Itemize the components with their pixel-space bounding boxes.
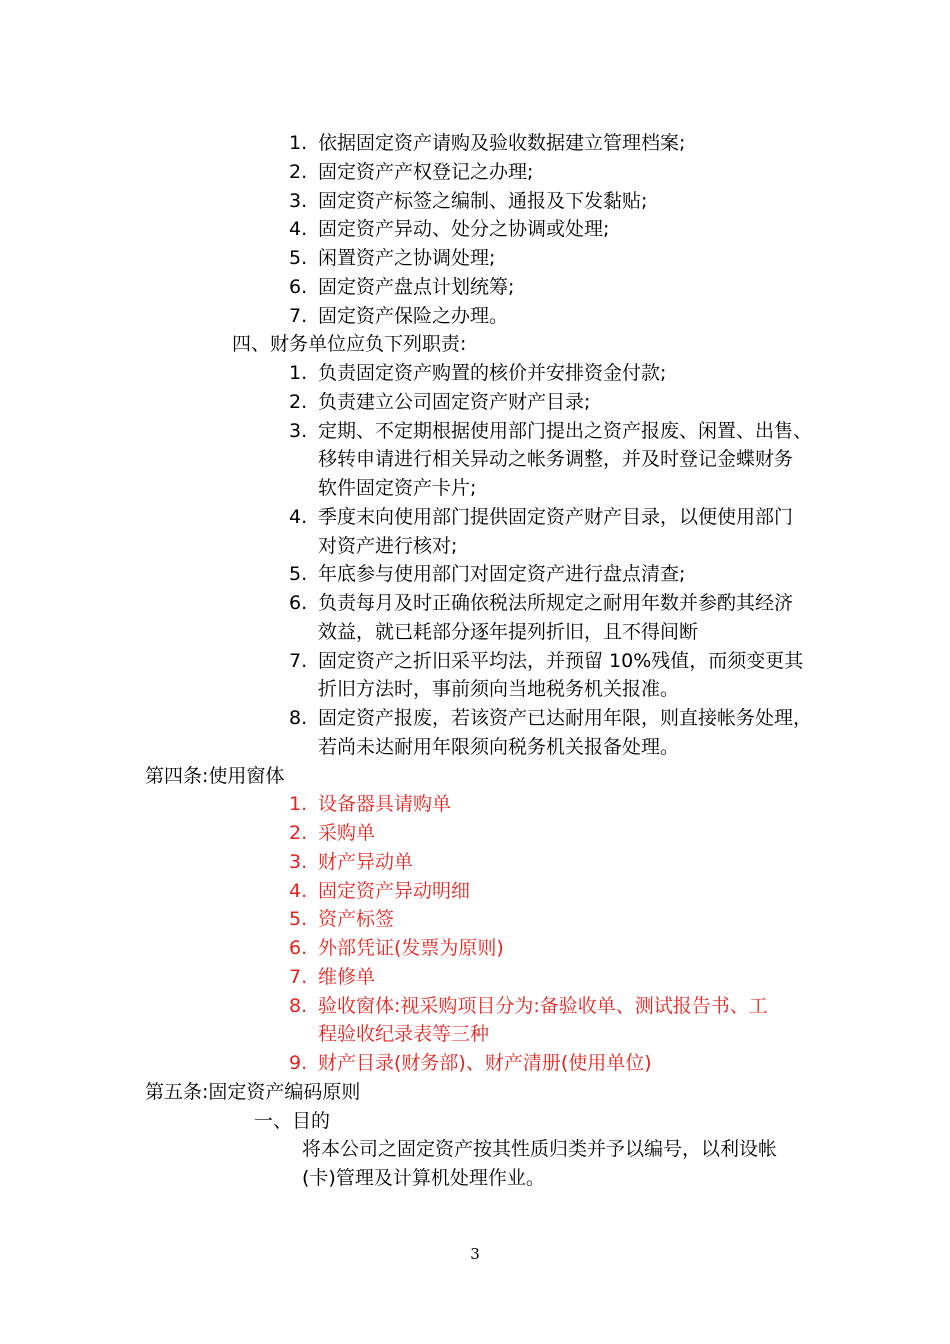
list-item-number: 3. [289,189,308,212]
form-item-number: 2. [289,822,308,844]
form-item-number: 1. [289,793,308,816]
list-item-text: 对资产进行核对; [318,534,458,557]
list-item-number: 2. [289,390,308,413]
list-item-text: 闲置资产之协调处理; [318,247,496,269]
form-item-text: 固定资产异动明细 [318,879,471,902]
list-item-number: 1. [289,132,308,154]
form-item-text: 设备器具请购单 [318,793,452,816]
list-item-text: 效益，就已耗部分逐年提列折旧，且不得间断 [318,620,699,643]
list-item-number: 8. [289,707,308,729]
list-item-number: 4. [289,505,308,528]
list-item-text: 折旧方法时，事前须向当地税务机关报准。 [318,678,680,701]
list-item-text: 固定资产保险之办理。 [318,304,509,327]
article-heading: 第五条:固定资产编码原则 [145,1080,361,1103]
list-item-text: 固定资产异动、处分之协调或处理; [318,218,610,241]
list-item-text: 季度末向使用部门提供固定资产财产目录，以便使用部门 [318,505,794,528]
form-item-text: 程验收纪录表等三种 [318,1023,490,1046]
article-heading: 第四条:使用窗体 [145,764,285,787]
form-item-number: 4. [289,879,308,902]
list-item-text: 固定资产报废，若该资产已达耐用年限，则直接帐务处理， [318,707,813,729]
list-item-text: 定期、不定期根据使用部门提出之资产报废、闲置、出售、 [318,419,813,442]
list-item-text: 软件固定资产卡片; [318,477,477,499]
list-item-number: 5. [289,247,308,269]
form-item-text: 维修单 [318,965,376,988]
form-item-text: 财产异动单 [318,850,414,873]
list-item-text: 固定资产盘点计划统筹; [318,275,515,298]
list-item-text: 固定资产之折旧采平均法，并预留 10%残值，而须变更其 [318,649,804,672]
list-item-number: 6. [289,275,308,298]
section-heading: 四、财务单位应负下列职责: [232,333,467,356]
paragraph-text: 将本公司之固定资产按其性质归类并予以编号，以利设帐 [302,1138,778,1161]
form-item-number: 3. [289,850,308,873]
form-item-number: 9. [289,1052,308,1074]
list-item-text: 负责固定资产购置的核价并安排资金付款; [318,362,667,384]
paragraph-text: (卡)管理及计算机处理作业。 [302,1167,545,1189]
list-item-text: 年底参与使用部门对固定资产进行盘点清查; [318,563,686,586]
page-number: 3 [470,1245,480,1263]
list-item-text: 负责建立公司固定资产财产目录; [318,390,591,413]
list-item-text: 固定资产产权登记之办理; [318,160,534,183]
form-item-text: 财产目录(财务部)、财产清册(使用单位) [318,1052,652,1074]
form-item-number: 7. [289,965,308,988]
list-item-number: 2. [289,160,308,183]
list-item-number: 1. [289,362,308,384]
list-item-text: 若尚未达耐用年限须向税务机关报备处理。 [318,735,680,758]
list-item-number: 3. [289,419,308,442]
list-item-number: 5. [289,563,308,586]
list-item-number: 4. [289,218,308,241]
list-item-number: 7. [289,304,308,327]
form-item-text: 验收窗体:视采购项目分为:备验收单、测试报告书、工 [318,994,768,1017]
form-item-text: 采购单 [318,822,376,844]
form-item-number: 8. [289,994,308,1017]
list-item-number: 6. [289,592,308,614]
form-item-number: 5. [289,908,308,931]
list-item-text: 负责每月及时正确依税法所规定之耐用年数并参酌其经济 [318,592,794,614]
list-item-text: 固定资产标签之编制、通报及下发黏贴; [318,189,648,212]
list-item-text: 移转申请进行相关异动之帐务调整，并及时登记金蝶财务 [318,448,794,471]
form-item-number: 6. [289,937,308,959]
list-item-text: 依据固定资产请购及验收数据建立管理档案; [318,132,686,154]
form-item-text: 外部凭证(发票为原则) [318,937,504,959]
list-item-number: 7. [289,649,308,672]
subsection-heading: 一、目的 [254,1109,331,1132]
form-item-text: 资产标签 [318,908,395,931]
